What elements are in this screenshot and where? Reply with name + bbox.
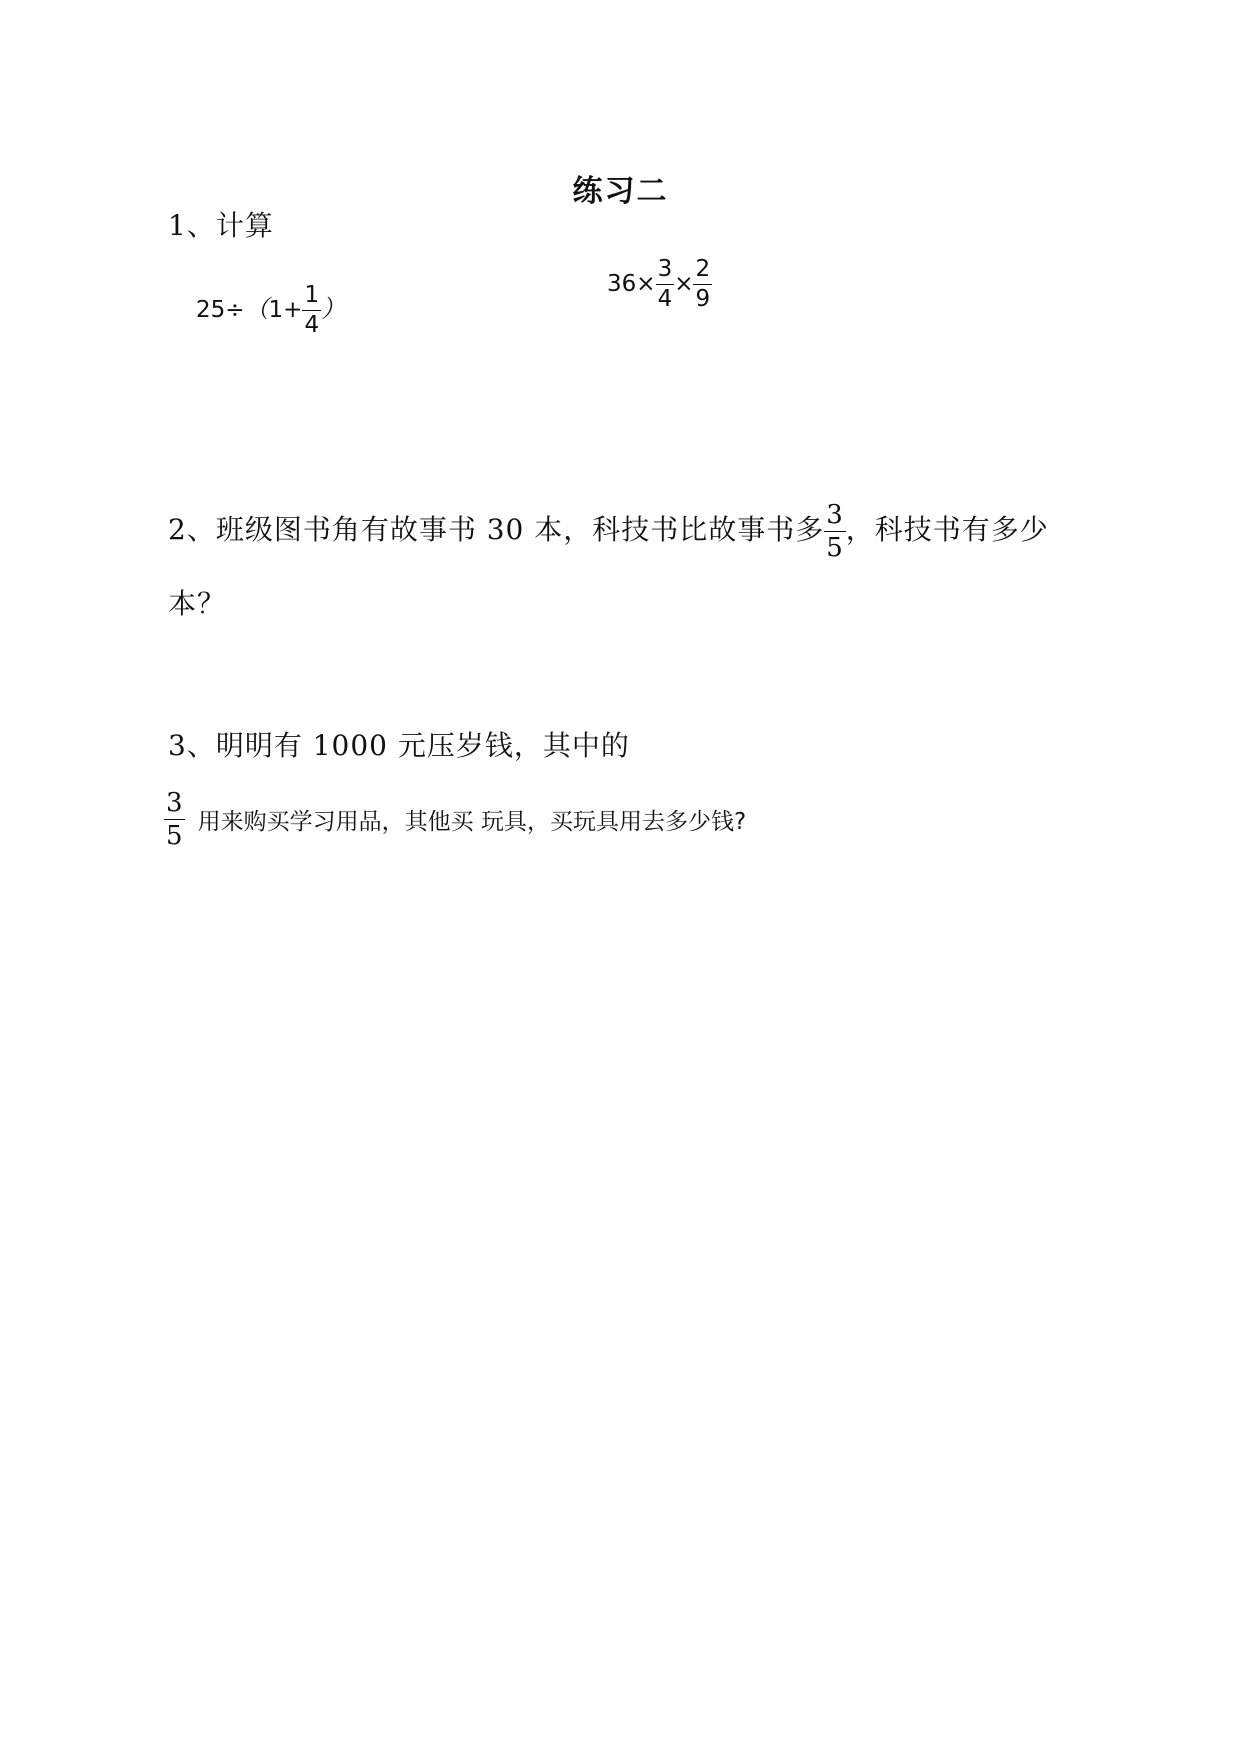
q3-fraction-numerator: 3 xyxy=(166,788,183,818)
q1-expr2-fraction-1 xyxy=(656,258,675,311)
fraction-bar xyxy=(824,531,846,532)
q1-expr1-open-paren: （ xyxy=(244,295,269,323)
q1-expr2-prefix: 36 xyxy=(607,271,637,297)
q2-line-2: 本？ xyxy=(168,587,227,620)
q1-expr2-fraction-2-denominator: 9 xyxy=(695,286,711,312)
q1-expr2-fraction-1-denominator: 4 xyxy=(657,286,673,312)
q3-fraction xyxy=(164,790,185,849)
fraction-bar xyxy=(656,284,675,285)
fraction-bar xyxy=(302,310,321,311)
q1-expression-1 xyxy=(196,284,345,337)
q2-text-before: 2、班级图书角有故事书 30 本，科技书比故事书多 xyxy=(168,513,825,546)
q1-expr1-fraction xyxy=(302,284,321,337)
q2-text-after: ，科技书有多少 xyxy=(845,513,1049,546)
q1-expr2-times-2: × xyxy=(674,271,694,297)
q1-expr1-one-plus: 1+ xyxy=(268,297,303,323)
q1-expr2-fraction-1-numerator: 3 xyxy=(657,256,673,282)
q3-line-1: 3、明明有 1000 元压岁钱，其中的 xyxy=(168,729,630,762)
fraction-bar xyxy=(693,284,712,285)
q1-expr2-fraction-2 xyxy=(693,258,712,311)
q1-expr1-fraction-denominator: 4 xyxy=(304,312,320,338)
q1-expr1-close-paren: ） xyxy=(321,295,346,323)
q2-fraction xyxy=(824,502,846,561)
q2-fraction-denominator: 5 xyxy=(826,533,844,563)
q1-expr2-fraction-2-numerator: 2 xyxy=(695,256,711,282)
q1-heading: 1、计算 xyxy=(168,209,274,242)
q2-line-1 xyxy=(168,502,1049,561)
q1-expr1-prefix: 25÷ xyxy=(196,297,245,323)
q3-line-2-text: 用来购买学习用品，其他买 玩具，买玩具用去多少钱? xyxy=(197,809,747,835)
q1-expr2-times-1: × xyxy=(636,271,656,297)
q3-line-2 xyxy=(164,790,746,849)
q2-fraction-numerator: 3 xyxy=(826,500,844,530)
page-title: 练习二 xyxy=(572,174,669,209)
fraction-bar xyxy=(164,819,185,820)
q3-fraction-denominator: 5 xyxy=(166,821,183,851)
q1-expr1-fraction-numerator: 1 xyxy=(304,282,320,308)
q1-expression-2 xyxy=(607,258,712,311)
